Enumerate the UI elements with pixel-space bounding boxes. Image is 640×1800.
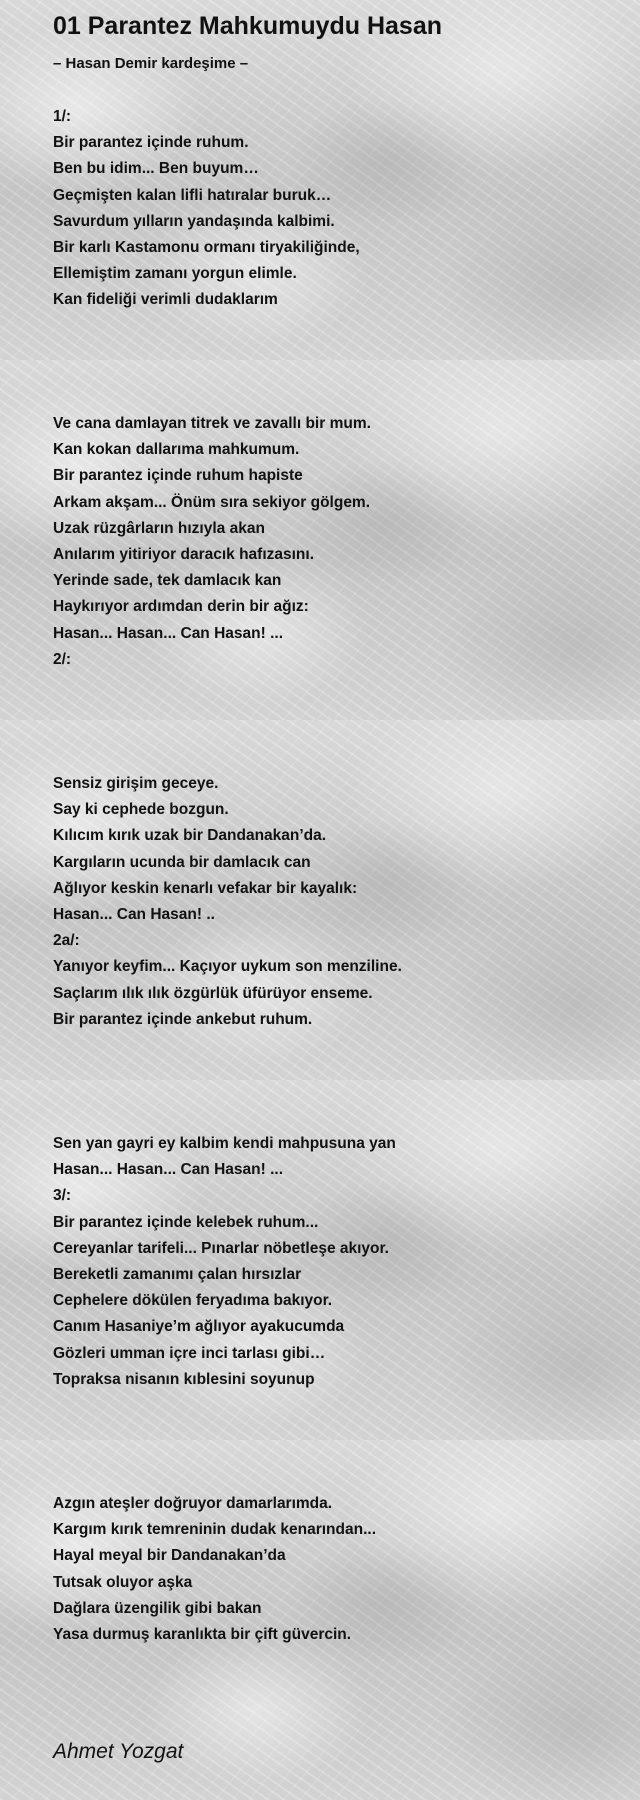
poem-line: Anılarım yitiriyor daracık hafızasını. (53, 546, 315, 564)
poem-line: Sen yan gayri ey kalbim kendi mahpusuna yan (53, 1135, 396, 1152)
poem-line: Azgın ateşler doğruyor damarlarımda. (53, 1495, 333, 1512)
stanza-3 (53, 771, 402, 1033)
poem-line: Geçmişten kalan lifli hatıralar buruk… (53, 186, 332, 204)
poem-line: Canım Hasaniye’m ağlıyor ayakucumda (53, 1318, 345, 1336)
poem-line: Bereketli zamanımı çalan hırsızlar (53, 1266, 302, 1284)
poem-line: Kan fideliği verimli dudaklarım (53, 291, 278, 309)
stanza-2 (53, 411, 371, 673)
poem-dedication: – Hasan Demir kardeşime – (53, 55, 249, 72)
poem-line: Bir parantez içinde ruhum hapiste (53, 467, 303, 485)
poem-line: Bir parantez içinde ankebut ruhum. (53, 1010, 313, 1028)
poem-line: Hayal meyal bir Dandanakan’da (53, 1547, 286, 1565)
poem-author: Ahmet Yozgat (53, 1740, 184, 1763)
poem-line: Yanıyor keyfim... Kaçıyor uykum son menziline. (53, 958, 402, 976)
poem-line: Uzak rüzgârların hızıyla akan (53, 519, 265, 537)
poem-line: Yerinde sade, tek damlacık kan (53, 572, 282, 590)
poem-line: Haykırıyor ardımdan derin bir ağız: (53, 598, 309, 616)
poem-line: Ağlıyor keskin kenarlı vefakar bir kayalık: (53, 879, 358, 897)
poem-line: Bir karlı Kastamonu ormanı tiryakiliğinde, (53, 239, 360, 257)
poem-line: Savurdum yılların yandaşında kalbimi. (53, 212, 335, 230)
poem-line: Kargım kırık temreninin dudak kenarından... (53, 1521, 377, 1539)
poem-line: Sensiz girişim geceye. (53, 775, 219, 792)
poem-title: 01 Parantez Mahkumuydu Hasan (53, 12, 443, 40)
poem-line: Yasa durmuş karanlıkta bir çift güvercin. (53, 1626, 352, 1644)
poem-line: Gözleri umman içre inci tarlası gibi… (53, 1344, 326, 1362)
poem-line: Saçlarım ılık ılık özgürlük üfürüyor enseme. (53, 984, 373, 1002)
poem-line: Kargıların ucunda bir damlacık can (53, 853, 311, 871)
poem-line: Hasan... Can Hasan! .. (53, 906, 215, 924)
poem-line: Say ki cephede bozgun. (53, 801, 229, 819)
poem-line: Dağlara üzengilik gibi bakan (53, 1599, 262, 1617)
poem-line: Ellemiştim zamanı yorgun elimle. (53, 265, 297, 283)
poem-line: Arkam akşam... Önüm sıra sekiyor gölgem. (53, 493, 371, 511)
poem-line: Kan kokan dallarıma mahkumum. (53, 441, 300, 459)
stanza-4 (53, 1131, 396, 1393)
poem-line: Cephelere dökülen feryadıma bakıyor. (53, 1292, 333, 1310)
poem-line: Cereyanlar tarifeli... Pınarlar nöbetleşe akıyor. (53, 1239, 389, 1257)
stanza-1 (53, 104, 360, 314)
poem-line: 3/: (53, 1187, 72, 1205)
poem-line: 1/: (53, 108, 72, 125)
poem-line: Hasan... Hasan... Can Hasan! ... (53, 1161, 283, 1179)
poem-line: 2/: (53, 650, 72, 668)
poem-line: 2a/: (53, 932, 80, 950)
poem-line: Bir parantez içinde ruhum. (53, 134, 249, 152)
poem-line: Ve cana damlayan titrek ve zavallı bir mum. (53, 415, 371, 432)
poem-line: Bir parantez içinde kelebek ruhum... (53, 1213, 319, 1231)
poem-line: Kılıcım kırık uzak bir Dandanakan’da. (53, 827, 327, 845)
stanza-5 (53, 1491, 376, 1648)
poem-line: Topraksa nisanın kıblesini soyunup (53, 1370, 315, 1388)
poem-line: Ben bu idim... Ben buyum… (53, 160, 259, 178)
poem-line: Tutsak oluyor aşka (53, 1573, 193, 1591)
poem-line: Hasan... Hasan... Can Hasan! ... (53, 624, 283, 642)
